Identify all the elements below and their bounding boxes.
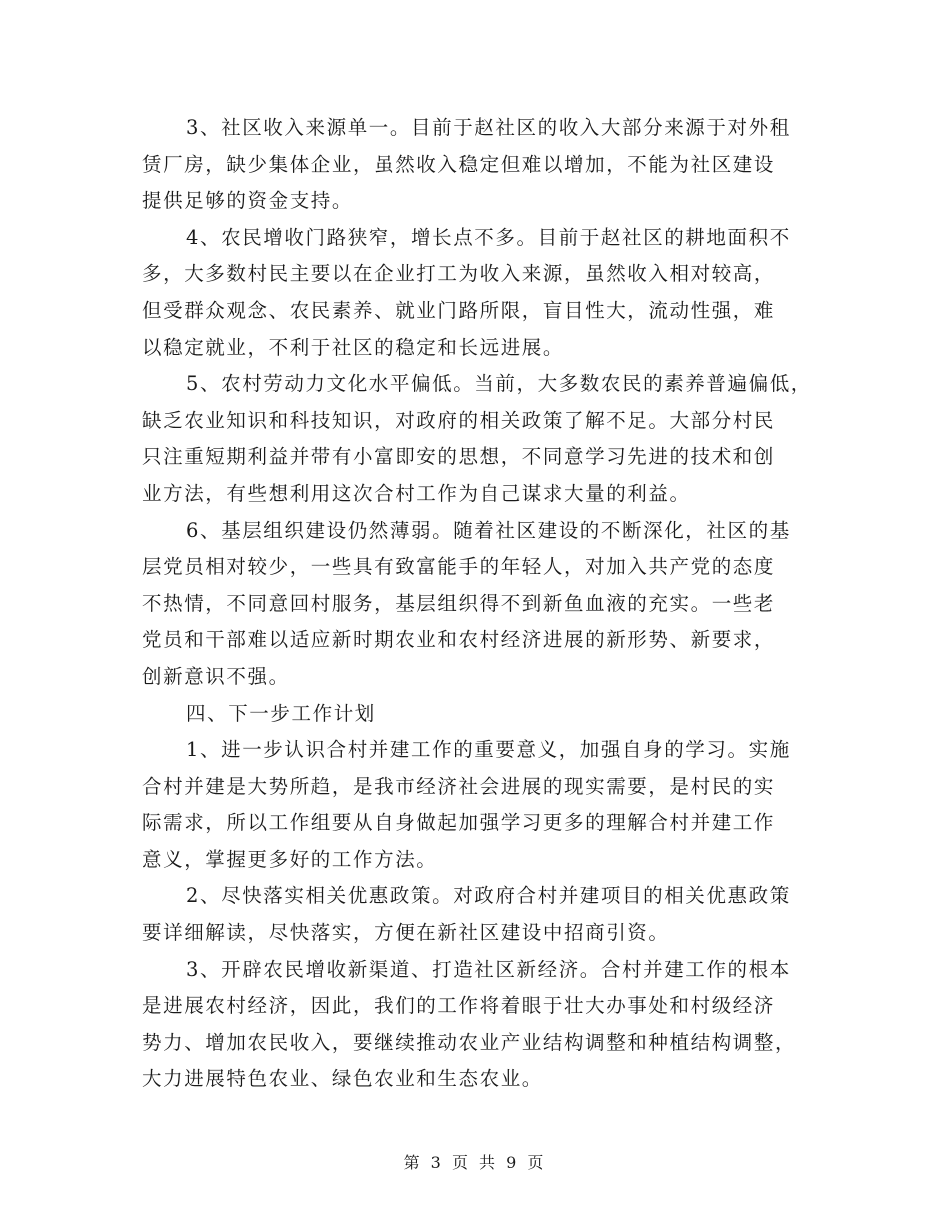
plan-2-line-2: 要详细解读，尽快落实，方便在新社区建设中招商引资。 xyxy=(142,921,670,945)
paragraph-6-line-5: 创新意识不强。 xyxy=(142,664,290,688)
paragraph-4-line-3: 但受群众观念、农民素养、就业门路所限，盲目性大，流动性强，难 xyxy=(142,298,776,322)
paragraph-4-line-1: 4、农民增收门路狭窄，增长点不多。目前于赵社区的耕地面积不 xyxy=(186,225,791,249)
paragraph-5-line-3: 只注重短期利益并带有小富即安的思想，不同意学习先进的技术和创 xyxy=(142,445,776,469)
paragraph-5-line-2: 缺乏农业知识和科技知识，对政府的相关政策了解不足。大部分村民 xyxy=(142,408,776,432)
paragraph-3-line-3: 提供足够的资金支持。 xyxy=(142,189,354,213)
document-body xyxy=(142,110,812,1098)
page-number-footer: 第 3 页 共 9 页 xyxy=(403,1153,547,1172)
paragraph-3-line-1: 3、社区收入来源单一。目前于赵社区的收入大部分来源于对外租 xyxy=(186,116,791,139)
paragraph-5-line-4: 业方法，有些想利用这次合村工作为自己谋求大量的利益。 xyxy=(142,481,691,505)
section-heading: 四、下一步工作计划 xyxy=(186,701,376,725)
plan-1-line-2: 合村并建是大势所趋，是我市经济社会进展的现实需要，是村民的实 xyxy=(142,774,776,798)
plan-3-line-4: 大力进展特色农业、绿色农业和生态农业。 xyxy=(142,1067,543,1091)
paragraph-4-line-4: 以稳定就业，不利于社区的稳定和长远进展。 xyxy=(142,335,565,359)
plan-3-line-2: 是进展农村经济，因此，我们的工作将着眼于壮大办事处和村级经济 xyxy=(142,994,776,1018)
plan-1-line-1: 1、进一步认识合村并建工作的重要意义，加强自身的学习。实施 xyxy=(186,738,791,762)
plan-3-line-1: 3、开辟农民增收新渠道、打造社区新经济。合村并建工作的根本 xyxy=(186,957,791,981)
paragraph-5-line-1: 5、农村劳动力文化水平偏低。当前，大多数农民的素养普遍偏低， xyxy=(186,372,812,396)
paragraph-6-line-4: 党员和干部难以适应新时期农业和农村经济进展的新形势、新要求， xyxy=(142,628,776,652)
plan-1-line-4: 意义，掌握更多好的工作方法。 xyxy=(142,847,438,871)
paragraph-3-line-2: 赁厂房，缺少集体企业，虽然收入稳定但难以增加，不能为社区建设 xyxy=(142,152,776,176)
paragraph-6-line-1: 6、基层组织建设仍然薄弱。随着社区建设的不断深化，社区的基 xyxy=(186,518,791,542)
paragraph-4-line-2: 多，大多数村民主要以在企业打工为收入来源，虽然收入相对较高， xyxy=(142,262,776,286)
paragraph-6-line-2: 层党员相对较少，一些具有致富能手的年轻人，对加入共产党的态度 xyxy=(142,555,776,579)
paragraph-6-line-3: 不热情，不同意回村服务，基层组织得不到新鱼血液的充实。一些老 xyxy=(142,591,776,615)
plan-1-line-3: 际需求，所以工作组要从自身做起加强学习更多的理解合村并建工作 xyxy=(142,811,776,835)
plan-2-line-1: 2、尽快落实相关优惠政策。对政府合村并建项目的相关优惠政策 xyxy=(186,884,791,908)
plan-3-line-3: 势力、增加农民收入，要继续推动农业产业结构调整和种植结构调整， xyxy=(142,1030,797,1054)
